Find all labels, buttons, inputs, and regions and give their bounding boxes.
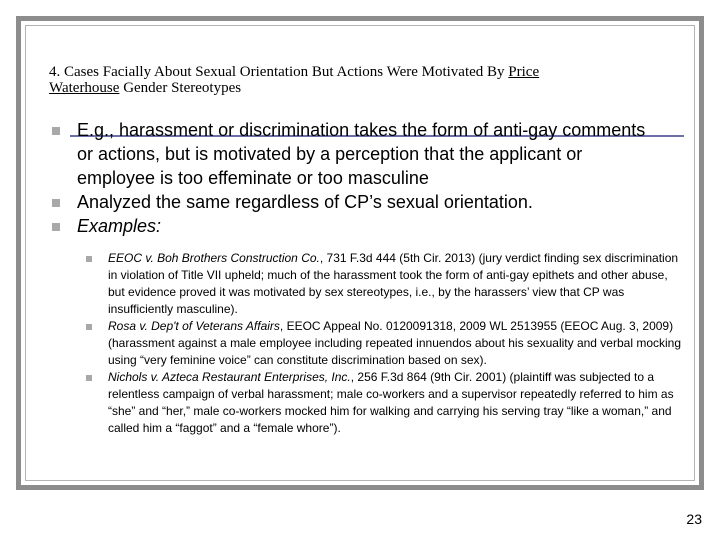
title-link-waterhouse[interactable]: Waterhouse: [49, 80, 120, 96]
examples-list: [84, 250, 684, 437]
bullet-item: [50, 214, 650, 238]
case-name: Nichols v. Azteca Restaurant Enterprises, Inc.: [108, 370, 351, 384]
bullet-text: Examples:: [77, 216, 162, 236]
slide-title: [49, 64, 649, 96]
title-link-price[interactable]: Price: [508, 64, 540, 80]
case-name: EEOC v. Boh Brothers Construction Co.: [108, 251, 320, 265]
sub-bullet-square-icon: [86, 324, 92, 330]
example-item: [84, 369, 684, 437]
sub-bullet-square-icon: [86, 375, 92, 381]
case-text: , EEOC Appeal No. 0120091318, 2009 WL 2513955 (EEOC Aug. 3, 2009) (harassment against a male employee including repeated innuendos about his sexuality and verbal mocking using “very feminine voice” can constitute discrimination based on sex).: [108, 319, 682, 367]
case-name: Rosa v. Dep't of Veterans Affairs: [108, 319, 280, 333]
sub-bullet-square-icon: [86, 256, 92, 262]
title-prefix: 4. Cases Facially About Sexual Orientation But Actions Were Motivated By: [49, 64, 509, 80]
bullet-square-icon: [52, 199, 60, 207]
case-text: , 256 F.3d 864 (9th Cir. 2001) (plaintiff was subjected to a relentless campaign of verbal harassment; male co-workers and a supervisor repeatedly referred to him as “she” and “her,” male co-workers mocked him for walking and carrying his serving tray “like a woman,” and called him a “faggot” and a “female whore”).: [108, 370, 674, 435]
example-item: [84, 250, 684, 318]
bullet-text: E.g., harassment or discrimination takes the form of anti-gay comments or actions, but is motivated by a perception that the applicant or employee is too effeminate or too masculine: [77, 120, 646, 188]
bullet-text: Analyzed the same regardless of CP’s sexual orientation.: [77, 192, 533, 212]
main-bullet-list: [50, 118, 650, 238]
case-text: , 731 F.3d 444 (5th Cir. 2013) (jury verdict finding sex discrimination in violation of Title VII upheld; much of the harassment took the form of anti-gay epithets and other abuse, but evidence proved it was motivated by sex stereotypes, i.e., by the harassers’ view that CP was insufficiently masculine).: [108, 251, 679, 316]
page-number: 23: [686, 511, 702, 527]
bullet-item: [50, 190, 650, 214]
example-item: [84, 318, 684, 369]
bullet-item: [50, 118, 650, 190]
title-suffix: Gender Stereotypes: [119, 80, 242, 96]
bullet-square-icon: [52, 223, 60, 231]
bullet-square-icon: [52, 127, 60, 135]
